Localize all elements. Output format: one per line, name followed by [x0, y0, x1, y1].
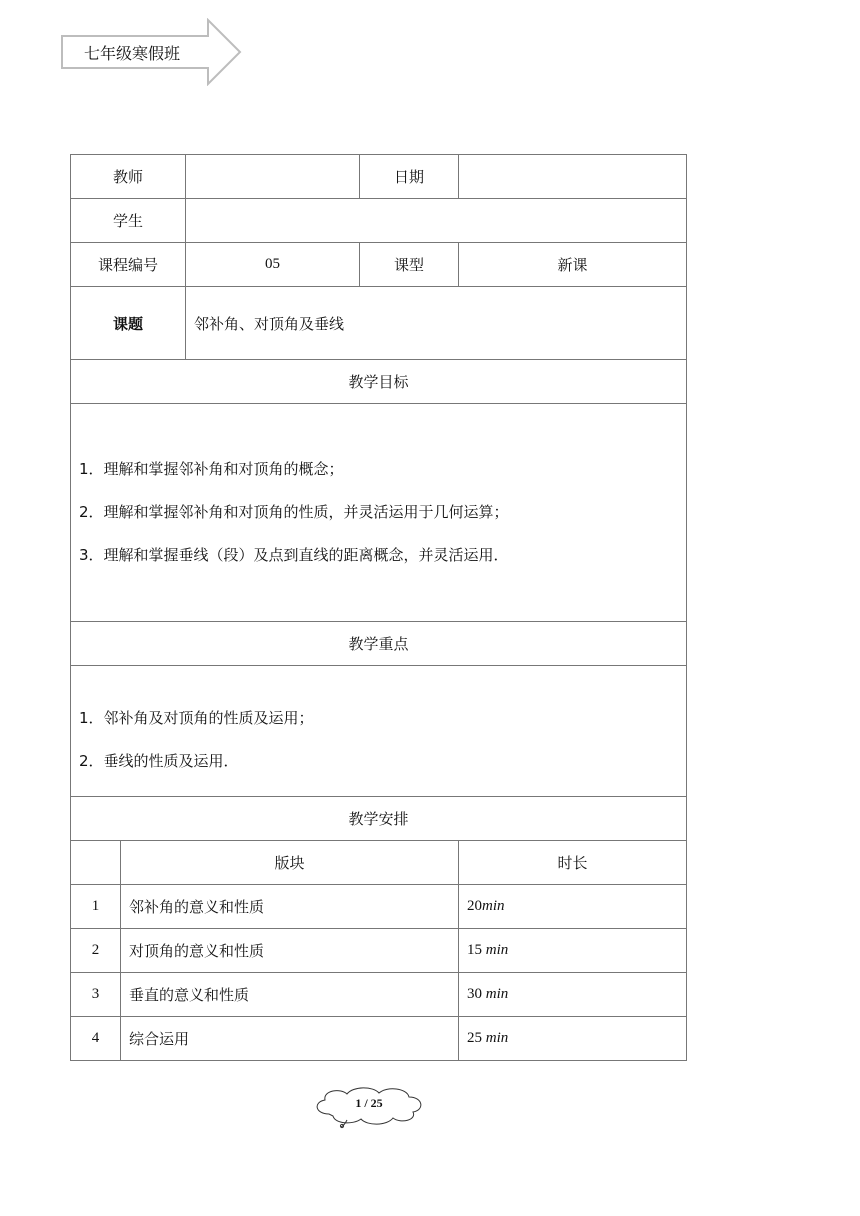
- topic-label: 课题: [71, 287, 186, 360]
- schedule-row: [71, 973, 687, 1017]
- key-points-title: 教学重点: [71, 622, 687, 666]
- schedule-row-number: 4: [71, 1017, 121, 1061]
- schedule-row-number: 1: [71, 885, 121, 929]
- class-badge-label: 七年级寒假班: [83, 43, 180, 63]
- schedule-row-block: 对顶角的意义和性质: [121, 929, 459, 973]
- schedule-title: 教学安排: [71, 797, 687, 841]
- schedule-row-duration: 25 min: [459, 1017, 687, 1061]
- objective-item: 3．理解和掌握垂线（段）及点到直线的距离概念，并灵活运用．: [79, 546, 509, 564]
- course-type-label: 课型: [360, 243, 459, 287]
- schedule-duration-header: 时长: [459, 841, 687, 885]
- schedule-row-block: 综合运用: [121, 1017, 459, 1061]
- objectives-list: [71, 404, 687, 622]
- objectives-header-row: [71, 360, 687, 404]
- key-point-item: 1．邻补角及对顶角的性质及运用；: [79, 709, 314, 727]
- student-label: 学生: [71, 199, 186, 243]
- schedule-row-duration: 15 min: [459, 929, 687, 973]
- teacher-field[interactable]: [186, 155, 360, 199]
- topic-value: 邻补角、对顶角及垂线: [186, 287, 687, 360]
- schedule-columns-row: [71, 841, 687, 885]
- schedule-header-row: [71, 797, 687, 841]
- date-label: 日期: [360, 155, 459, 199]
- student-row: [71, 199, 687, 243]
- key-points-list: [71, 666, 687, 797]
- schedule-row-block: 垂直的意义和性质: [121, 973, 459, 1017]
- page-number: 1 / 25: [355, 1096, 383, 1110]
- course-no-label: 课程编号: [71, 243, 186, 287]
- schedule-row-number: 3: [71, 973, 121, 1017]
- key-points-body-row: [71, 666, 687, 797]
- schedule-row-duration: 20min: [459, 885, 687, 929]
- schedule-row: [71, 929, 687, 973]
- topic-row: [71, 287, 687, 360]
- schedule-row: [71, 1017, 687, 1061]
- objective-item: 1．理解和掌握邻补角和对顶角的概念；: [79, 460, 344, 478]
- schedule-row-block: 邻补角的意义和性质: [121, 885, 459, 929]
- schedule-no-header: [71, 841, 121, 885]
- teacher-row: [71, 155, 687, 199]
- objectives-body-row: [71, 404, 687, 622]
- course-row: [71, 243, 687, 287]
- schedule-row-duration: 30 min: [459, 973, 687, 1017]
- course-no-value: 05: [186, 243, 360, 287]
- student-field[interactable]: [186, 199, 687, 243]
- key-point-item: 2．垂线的性质及运用．: [79, 752, 239, 770]
- objectives-title: 教学目标: [71, 360, 687, 404]
- key-points-header-row: [71, 622, 687, 666]
- course-type-value: 新课: [459, 243, 687, 287]
- lesson-plan-table: [70, 154, 687, 1061]
- date-field[interactable]: [459, 155, 687, 199]
- schedule-block-header: 版块: [121, 841, 459, 885]
- objective-item: 2．理解和掌握邻补角和对顶角的性质，并灵活运用于几何运算；: [79, 503, 509, 521]
- schedule-row: [71, 885, 687, 929]
- schedule-row-number: 2: [71, 929, 121, 973]
- teacher-label: 教师: [71, 155, 186, 199]
